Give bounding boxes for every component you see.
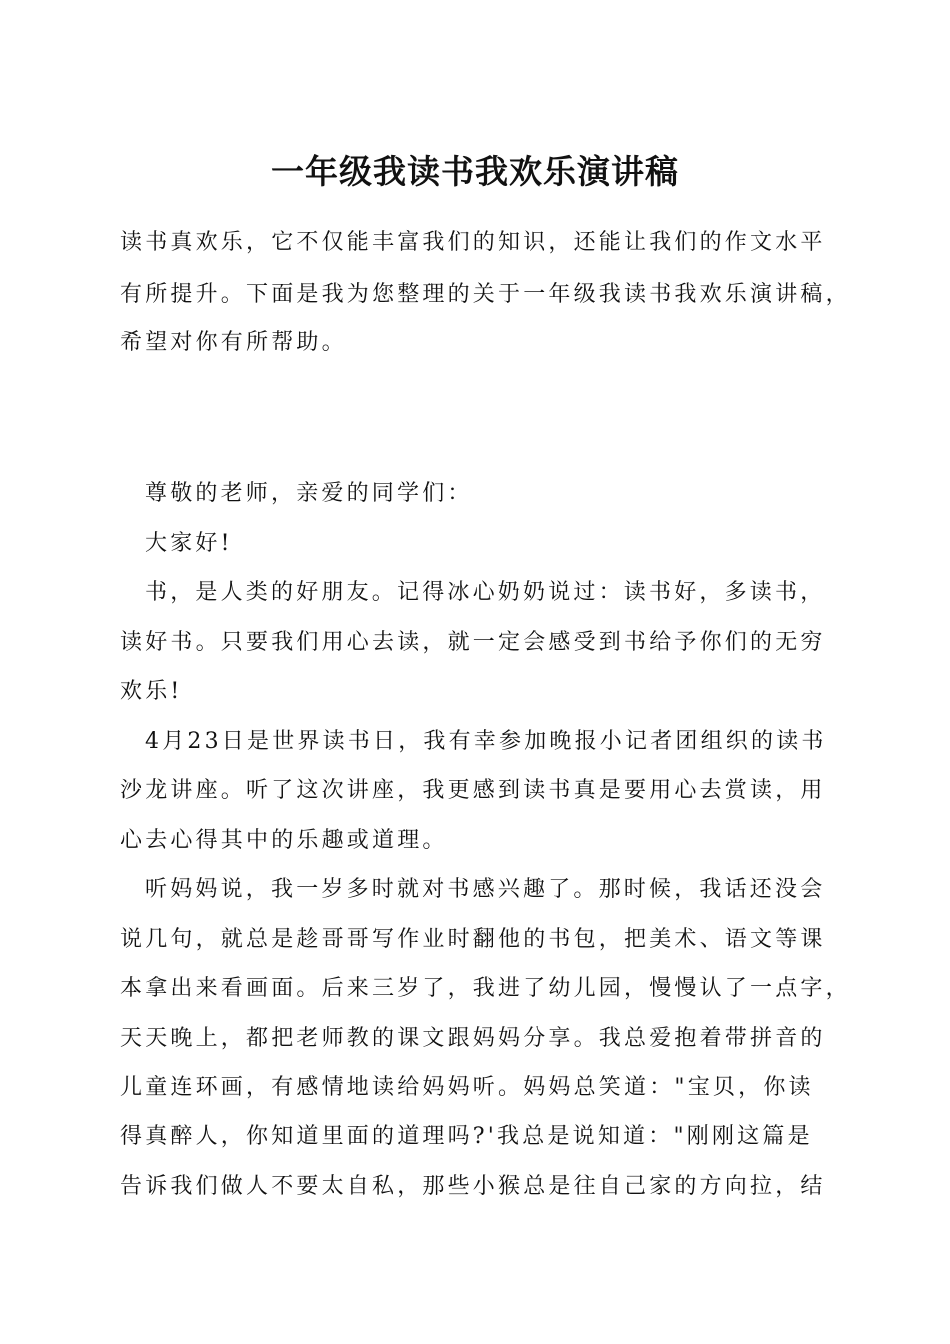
paragraph-line: 书，是人类的好朋友。记得冰心奶奶说过：读书好，多读书， (145, 580, 826, 605)
paragraph-line: 心去心得其中的乐趣或道理。 (120, 828, 448, 853)
paragraph-line: 欢乐! (120, 679, 183, 704)
paragraph-line: 4月23日是世界读书日，我有幸参加晚报小记者团组织的读书 (145, 729, 827, 754)
paragraph-line: 本拿出来看画面。后来三岁了，我进了幼儿园，慢慢认了一点字， (120, 976, 851, 1001)
intro-line: 有所提升。下面是我为您整理的关于一年级我读书我欢乐演讲稿， (120, 282, 851, 307)
paragraph-line: 儿童连环画，有感情地读给妈妈听。妈妈总笑道："宝贝，你读 (120, 1075, 814, 1100)
greeting-line: 大家好! (145, 531, 233, 556)
paragraph-line: 读好书。只要我们用心去读，就一定会感受到书给予你们的无穷 (120, 630, 826, 655)
paragraph-line: 沙龙讲座。听了这次讲座，我更感到读书真是要用心去赏读，用 (120, 778, 826, 803)
intro-line: 希望对你有所帮助。 (120, 330, 347, 355)
salutation-line: 尊敬的老师，亲爱的同学们： (145, 481, 473, 506)
paragraph-line: 告诉我们做人不要太自私，那些小猴总是往自己家的方向拉，结 (120, 1174, 826, 1199)
document-title: 一年级我读书我欢乐演讲稿 (271, 152, 679, 191)
paragraph-line: 说几句，就总是趁哥哥写作业时翻他的书包，把美术、语文等课 (120, 927, 826, 952)
paragraph-line: 天天晚上，都把老师教的课文跟妈妈分享。我总爱抱着带拼音的 (120, 1026, 826, 1051)
paragraph-line: 得真醉人，你知道里面的道理吗?'我总是说知道："刚刚这篇是 (120, 1124, 813, 1149)
paragraph-line: 听妈妈说，我一岁多时就对书感兴趣了。那时候，我话还没会 (145, 877, 826, 902)
intro-line: 读书真欢乐，它不仅能丰富我们的知识，还能让我们的作文水平 (120, 230, 826, 255)
